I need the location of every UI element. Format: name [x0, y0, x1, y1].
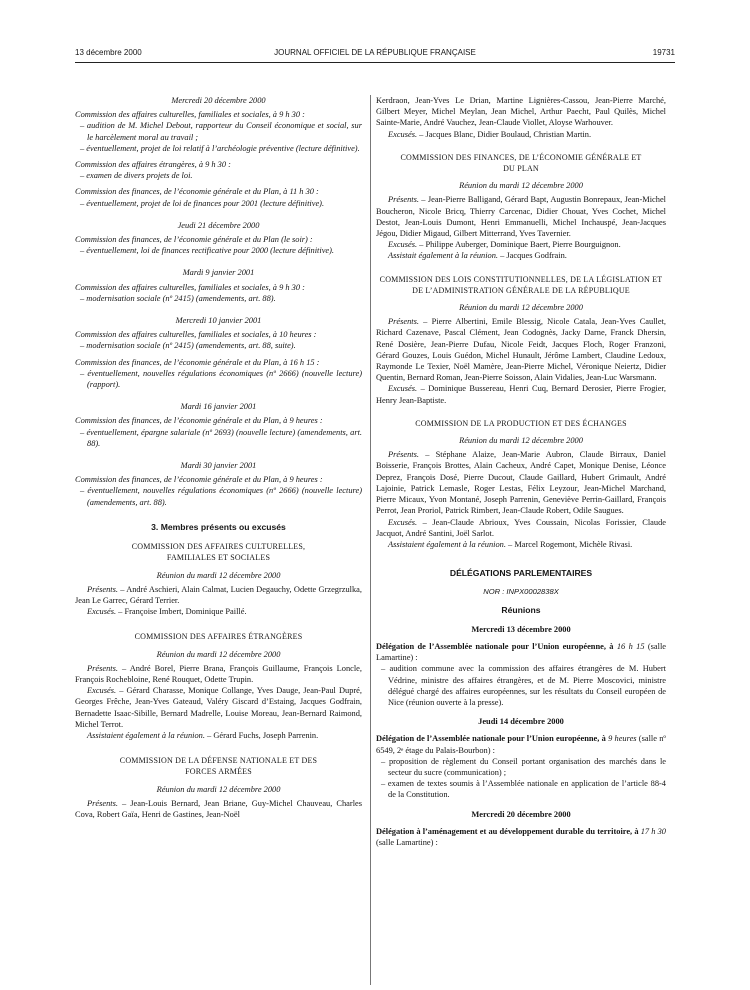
excuses-paragraph	[376, 383, 666, 405]
assist-paragraph	[75, 730, 362, 741]
delegation-name: Délégation à l’aménagement et au développement durable du territoire, à	[376, 826, 641, 836]
excuses-label: Excusés.	[87, 607, 117, 617]
present-paragraph	[376, 194, 666, 239]
present-label: Présents.	[388, 317, 419, 327]
nor-reference: NOR : INPX0002838X	[483, 587, 559, 597]
excuses-label: Excusés.	[87, 686, 117, 696]
excuses-names: – Jean-Claude Abrioux, Yves Coussain, Nicolas Forissier, Claude Jacquot, André Santini, Joël Sarlot.	[376, 517, 666, 538]
assist-names: – Marcel Rogemont, Michèle Rivasi.	[505, 539, 633, 549]
agenda-item: – modernisation sociale (nº 2415) (amendements, art. 88).	[80, 293, 276, 303]
delegation-line	[376, 826, 666, 848]
commission-line: Commission des affaires étrangères, à 9 h 30 :	[75, 160, 231, 170]
commission-line: Commission des affaires culturelles, familiales et sociales, à 10 heures :	[75, 330, 317, 340]
excuses-paragraph	[376, 517, 666, 539]
date-heading: Mercredi 20 décembre 2000	[171, 96, 266, 105]
meeting-heading: Réunion du mardi 12 décembre 2000	[156, 649, 281, 659]
present-paragraph	[75, 663, 362, 685]
delegation-line	[376, 733, 666, 755]
present-names-continued: Kerdraon, Jean-Yves Le Drian, Martine Lignières-Cassou, Jean-Pierre Marché, Gilbert Meyer, Michel Meylan, Jean Michel, Arthur Paecht, Paul Quilès, Michel Sainte-Marie, André Vauchez, Jean-Claude Viollet, Aloyse Warhouver.	[376, 96, 666, 128]
header-page-number: 19731	[652, 48, 675, 57]
commission-title: COMMISSION DES FINANCES, DE L’ÉCONOMIE GÉNÉRALE ET DU PLAN	[400, 152, 642, 174]
date-heading: Mardi 30 janvier 2001	[180, 461, 257, 471]
day-heading: Jeudi 14 décembre 2000	[478, 717, 564, 727]
delegation-room: (salle nº 6549, 2ᵉ étage du Palais-Bourbon) :	[376, 734, 666, 755]
date-heading: Mardi 16 janvier 2001	[180, 402, 257, 412]
header-rule	[75, 62, 675, 63]
excuses-paragraph	[376, 129, 666, 140]
present-names: – Stéphane Alaize, Jean-Marie Aubron, Claude Birraux, Daniel Boisserie, François Brottes, Alain Cacheux, André Capet, Monique Denise, Léonce Deprez, François Dosé, Pierre Ducout, Claude Gaillard, Hubert Grimault, André Lajoinie, Patrick Lemasle, Roger Lestas, Félix Leyzour, Jean-Michel Marchand, Pierre Micaux, Yvon Montané, Joseph Parrenin, Geneviève Perrin-Gaillard, François Perrot, Jean Proriol, Patrick Rimbert, Jean-Claude Robert, Odile Saugues.	[376, 450, 666, 516]
present-label: Présents.	[388, 195, 419, 205]
present-label: Présents.	[87, 584, 118, 594]
reunions-heading: Réunions	[501, 604, 541, 615]
present-label: Présents.	[388, 450, 419, 460]
excuses-paragraph	[376, 239, 666, 250]
assist-label: Assistaient également à la réunion.	[388, 539, 506, 549]
agenda-item: – éventuellement, nouvelles régulations économiques (nº 2666) (nouvelle lecture) (amendements, art. 88).	[80, 486, 362, 507]
commission-line: Commission des affaires culturelles, familiales et sociales, à 9 h 30 :	[75, 110, 305, 120]
agenda-item: – éventuellement, projet de loi relatif à l’archéologie préventive (lecture définitive).	[80, 143, 360, 153]
left-column	[75, 95, 362, 820]
meeting-heading: Réunion du mardi 12 décembre 2000	[156, 570, 281, 580]
present-label: Présents.	[87, 798, 118, 808]
commission-line: Commission des finances, de l’économie générale et du Plan (le soir) :	[75, 235, 313, 245]
agenda-item: – éventuellement, loi de finances rectificative pour 2000 (lecture définitive).	[80, 246, 335, 256]
excuses-names: – Françoise Imbert, Dominique Paillé.	[116, 607, 247, 617]
assist-label: Assistait également à la réunion.	[388, 251, 499, 261]
commission-line: Commission des finances, de l’économie générale et du Plan, à 9 heures :	[75, 416, 323, 426]
present-names: – Jean-Louis Bernard, Jean Briane, Guy-Michel Chauveau, Charles Cova, Robert Gaïa, Henri de Gastines, Jean-Noël	[75, 798, 362, 819]
commission-line: Commission des finances, de l’économie générale et du Plan, à 16 h 15 :	[75, 357, 320, 367]
agenda-item: – éventuellement, nouvelles régulations économiques (nº 2666) (nouvelle lecture) (rapport).	[80, 368, 362, 390]
delegations-heading: DÉLÉGATIONS PARLEMENTAIRES	[449, 568, 593, 579]
date-heading: Jeudi 21 décembre 2000	[177, 220, 260, 230]
present-paragraph	[376, 449, 666, 516]
delegation-line	[376, 641, 666, 663]
assist-names: – Jacques Godfrain.	[498, 251, 567, 261]
assist-names: – Gérard Fuchs, Joseph Parrenin.	[204, 730, 319, 740]
present-names: – André Borel, Pierre Brana, François Guillaume, François Loncle, François Rochebloine, René Rouquet, Odette Trupin.	[75, 663, 362, 684]
present-paragraph	[376, 316, 666, 383]
excuses-names: – Dominique Bussereau, Henri Cuq, Bernard Derosier, Pierre Frogier, Henry Jean-Baptiste.	[376, 384, 666, 405]
agenda-item: – éventuellement, projet de loi de finances pour 2001 (lecture définitive).	[80, 198, 325, 208]
date-heading: Mardi 9 janvier 2001	[182, 268, 255, 278]
excuses-paragraph	[75, 606, 362, 617]
assist-paragraph	[376, 539, 666, 550]
delegation-name: Délégation de l’Assemblée nationale pour l’Union européenne, à	[376, 641, 617, 651]
delegation-name: Délégation de l’Assemblée nationale pour l’Union européenne, à	[376, 734, 609, 744]
excuses-label: Excusés.	[388, 129, 418, 139]
section-heading: 3. Membres présents ou excusés	[151, 521, 286, 532]
commission-title: COMMISSION DES LOIS CONSTITUTIONNELLES, DE LA LÉGISLATION ET DE L’ADMINISTRATION GÉNÉRALE DE LA RÉPUBLIQUE	[379, 274, 663, 295]
commission-line: Commission des affaires culturelles, familiales et sociales, à 9 h 30 :	[75, 282, 305, 292]
agenda-item: – éventuellement, épargne salariale (nº 2693) (nouvelle lecture) (amendements, art. 88).	[80, 427, 362, 448]
commission-title: COMMISSION DES AFFAIRES ÉTRANGÈRES	[134, 632, 303, 642]
delegation-time: 16 h 15	[616, 641, 645, 651]
meeting-heading: Réunion du mardi 12 décembre 2000	[459, 436, 583, 446]
excuses-names: – Philippe Auberger, Dominique Baert, Pierre Bourguignon.	[417, 240, 621, 250]
excuses-label: Excusés.	[388, 517, 418, 527]
commission-title: COMMISSION DES AFFAIRES CULTURELLES, FAMILIALES ET SOCIALES	[131, 542, 306, 563]
delegation-room: (salle Lamartine) :	[376, 641, 667, 663]
right-column	[376, 95, 666, 848]
day-heading: Mercredi 13 décembre 2000	[471, 624, 571, 634]
excuses-paragraph	[75, 685, 362, 730]
delegation-time: 9 heures	[608, 734, 637, 744]
agenda-item: – examen de divers projets de loi.	[80, 171, 193, 181]
agenda-item: – audition de M. Michel Debout, rapporteur du Conseil économique et social, sur le harcèlement moral au travail ;	[80, 121, 362, 142]
header-date: 13 décembre 2000	[75, 48, 142, 57]
present-names: – Jean-Pierre Balligand, Gérard Bapt, Augustin Bonrepaux, Jean-Michel Boucheron, Nicole Bricq, Thierry Carcenac, Didier Chouat, Yves Cochet, Michel Destot, Jean-Louis Dumont, Henri Emmanuelli, Michel Inchauspé, Jean-Jacques Jégou, Didier Migaud, Gilbert Mitterrand, Yves Tavernier.	[376, 195, 666, 239]
agenda-item: – modernisation sociale (nº 2415) (amendements, art. 88, suite).	[80, 341, 296, 351]
date-heading: Mercredi 10 janvier 2001	[175, 316, 262, 326]
agenda-item: – examen de textes soumis à l’Assemblée nationale en application de l’article 88-4 de la Constitution.	[381, 779, 666, 800]
meeting-heading: Réunion du mardi 12 décembre 2000	[156, 784, 281, 794]
excuses-label: Excusés.	[388, 240, 418, 250]
commission-title: COMMISSION DE LA PRODUCTION ET DES ÉCHANGES	[415, 418, 627, 428]
day-heading: Mercredi 20 décembre 2000	[471, 809, 571, 819]
meeting-heading: Réunion du mardi 12 décembre 2000	[459, 303, 583, 313]
excuses-names: – Gérard Charasse, Monique Collange, Yves Dauge, Jean-Paul Dupré, Georges Frêche, Jean-Yves Gateaud, Valéry Giscard d’Estaing, Jacques Godfrain, Bernadette Isaac-Sibille, Bernard Madrelle, Louise Moreau, Jean-Bernard Raimond, Michel Terrot.	[75, 686, 362, 729]
commission-title: COMMISSION DE LA DÉFENSE NATIONALE ET DES FORCES ARMÉES	[119, 756, 318, 777]
agenda-item: – proposition de règlement du Conseil portant organisation des marchés dans le secteur du sucre (communication) ;	[381, 756, 666, 777]
meeting-heading: Réunion du mardi 12 décembre 2000	[459, 181, 583, 191]
present-label: Présents.	[87, 663, 118, 673]
delegation-room: (salle Lamartine) :	[376, 837, 438, 847]
header-title: JOURNAL OFFICIEL DE LA RÉPUBLIQUE FRANÇAISE	[274, 48, 476, 57]
present-paragraph	[75, 584, 362, 606]
present-names: – Pierre Albertini, Emile Blessig, Nicole Catala, Jean-Yves Caullet, Richard Cazenave, Pascal Clément, Jean Codognès, Jacky Darne, Franck Dhersin, René Dosière, Jean-Pierre Dufau, Nicole Feidt, Jacques Floch, Roger Franzoni, Gérard Gouzes, Louis Guédon, Michel Hunault, Jérôme Lambert, Claudine Ledoux, Raymonde Le Texier, Noël Mamère, Jean-Pierre Michel, Véronique Neiertz, Didier Quentin, Bernard Roman, Jean-Pierre Soisson, Alain Vidalies, Jean-Luc Warsmann.	[376, 317, 666, 383]
assist-label: Assistaient également à la réunion.	[87, 730, 205, 740]
excuses-label: Excusés.	[388, 384, 418, 394]
present-paragraph	[75, 798, 362, 820]
column-separator	[370, 95, 371, 985]
commission-line: Commission des finances, de l’économie générale et du Plan, à 11 h 30 :	[75, 187, 319, 197]
commission-line: Commission des finances, de l’économie générale et du Plan, à 9 heures :	[75, 475, 323, 485]
present-names: – André Aschieri, Alain Calmat, Lucien Degauchy, Odette Grzegrzulka, Jean Le Garrec, Gérard Terrier.	[75, 584, 362, 605]
agenda-item: – audition commune avec la commission des affaires étrangères de M. Hubert Védrine, ministre des affaires étrangères, et de M. Pierre Moscovici, ministre délégué chargé des affaires européennes, sur les résultats du Conseil européen de Nice (réunion ouverte à la presse).	[381, 664, 666, 707]
delegation-time: 17 h 30	[640, 826, 666, 836]
excuses-names: – Jacques Blanc, Didier Boulaud, Christian Martin.	[417, 129, 592, 139]
page-header	[75, 48, 675, 62]
assist-paragraph	[376, 250, 666, 261]
